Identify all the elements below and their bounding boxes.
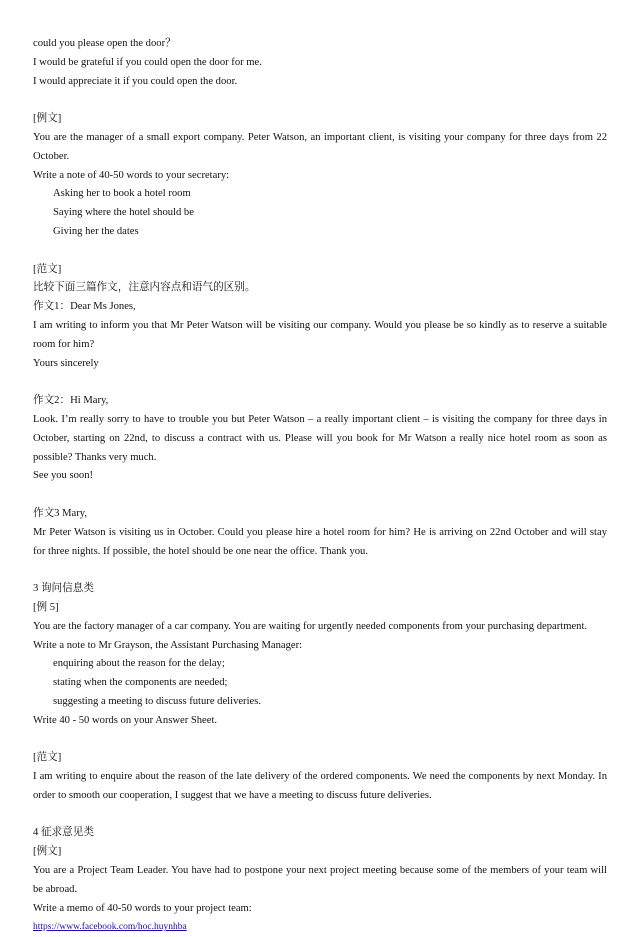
paragraph: You are the manager of a small export company. Peter Watson, an important client, is visiting your company for three days from 22 October. bbox=[33, 131, 607, 162]
essay-heading: 作文1：Dear Ms Jones, bbox=[33, 301, 136, 313]
paragraph: You are a Project Team Leader. You have had to postpone your next project meeting because some of the members of your team will be abroad. bbox=[33, 865, 607, 895]
list-item: suggesting a meeting to discuss future deliveries. bbox=[53, 695, 262, 707]
paragraph: Look. I’m really sorry to have to trouble you but Peter Watson – a really important client – is visiting the company for three days in October, starting on 22nd, to discuss a contract with us. Please will you book for Mr Watson a really nice hotel room as soon as possible? Thanks very much. bbox=[33, 413, 607, 463]
paragraph: You are the factory manager of a car company. You are waiting for urgently needed components from your purchasing department. bbox=[33, 620, 588, 632]
text-line: Write 40 - 50 words on your Answer Sheet. bbox=[33, 714, 218, 726]
text-line: Write a memo of 40-50 words to your project team: bbox=[33, 902, 252, 914]
paragraph: I am writing to enquire about the reason of the late delivery of the ordered components. We need the components by next Monday. In order to smooth our cooperation, I suggest that we have a meeting to discuss future deliveries. bbox=[33, 771, 607, 801]
section-heading: 3 询问信息类 bbox=[33, 583, 94, 595]
paragraph: Mr Peter Watson is visiting us in October. Could you please hire a hotel room for him? He is arriving on 22nd October and will stay for three nights. If possible, the hotel should be one near the office. Thank you. bbox=[33, 526, 607, 557]
text-line: could you please open the door？ bbox=[33, 38, 176, 49]
list-item: enquiring about the reason for the delay; bbox=[53, 658, 225, 670]
text-line: Yours sincerely bbox=[33, 357, 99, 369]
section-tag: [范文] bbox=[33, 752, 62, 764]
essay-heading: 作文3 Mary, bbox=[33, 507, 88, 519]
text-line: Write a note to Mr Grayson, the Assistant Purchasing Manager: bbox=[33, 639, 303, 651]
section-heading: 4 征求意见类 bbox=[33, 827, 94, 839]
section-tag: [范文] bbox=[33, 263, 62, 275]
document-page bbox=[33, 35, 607, 937]
essay-heading: 作文2：Hi Mary, bbox=[33, 395, 109, 407]
footer-link[interactable]: https://www.facebook.com/hoc.huynhba bbox=[33, 922, 187, 933]
text-line: I would be grateful if you could open the door for me. bbox=[33, 56, 262, 68]
list-item: Giving her the dates bbox=[53, 225, 139, 237]
list-item: Saying where the hotel should be bbox=[53, 207, 194, 219]
list-item: stating when the components are needed; bbox=[53, 677, 228, 689]
paragraph: I am writing to inform you that Mr Peter Watson will be visiting our company. Would you please be so kindly as to reserve a suitable room for him? bbox=[33, 319, 607, 350]
text-line: See you soon! bbox=[33, 470, 94, 482]
section-tag: [例文] bbox=[33, 113, 62, 125]
text-line: 比较下面三篇作文，注意内容点和语气的区别。 bbox=[33, 282, 256, 294]
section-tag: [例 5] bbox=[33, 601, 59, 613]
section-tag: [例文] bbox=[33, 846, 62, 858]
text-line: Write a note of 40-50 words to your secretary: bbox=[33, 169, 230, 181]
list-item: Asking her to book a hotel room bbox=[53, 188, 191, 200]
text-line: I would appreciate it if you could open the door. bbox=[33, 75, 238, 87]
